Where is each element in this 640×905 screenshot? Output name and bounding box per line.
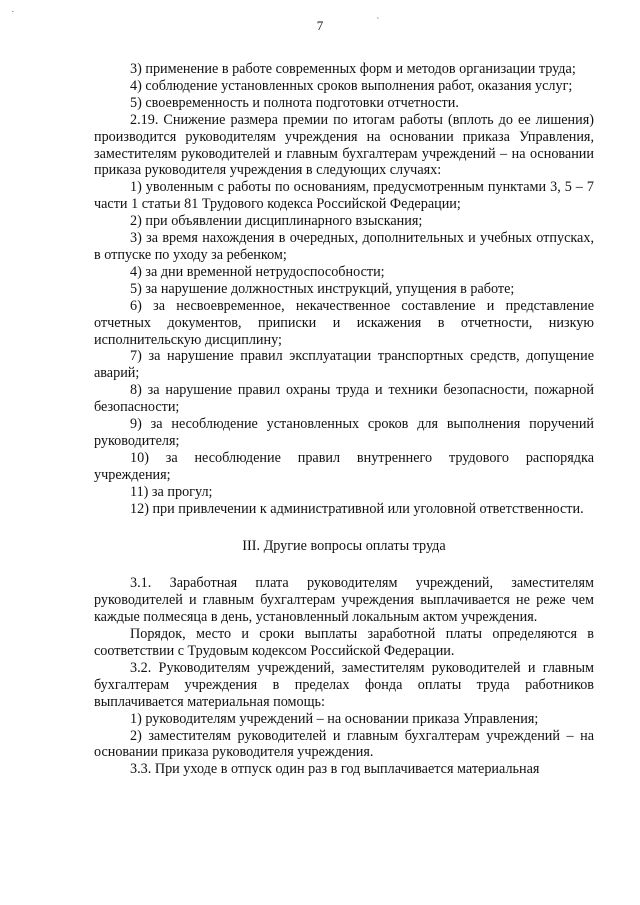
body-paragraph: 12) при привлечении к административной или уголовной ответственности.: [130, 500, 584, 517]
page-number: 7: [316, 18, 324, 33]
scan-speck: ·: [11, 6, 15, 18]
body-paragraphs-top: [94, 61, 594, 517]
body-paragraph: 6) за несвоевременное, некачественное составление и представление отчетных документов, приписки и искажения в отчетности, низкую исполнительскую дисциплину;: [94, 297, 594, 348]
body-paragraph: 2) заместителям руководителей и главным бухгалтерам учреждений – на основании приказа руководителя учреждения.: [94, 727, 594, 761]
body-paragraph: 7) за нарушение правил эксплуатации транспортных средств, допущение аварий;: [94, 348, 594, 382]
body-paragraph: 8) за нарушение правил охраны труда и техники безопасности, пожарной безопасности;: [94, 382, 594, 416]
body-paragraph: 3) за время нахождения в очередных, дополнительных и учебных отпусках, в отпуске по уходу за ребенком;: [94, 230, 594, 263]
document-body: [94, 61, 594, 778]
body-paragraph: 4) за дни временной нетрудоспособности;: [130, 263, 385, 280]
body-paragraph: 9) за несоблюдение установленных сроков для выполнения поручений руководителя;: [94, 416, 594, 449]
body-paragraph: 2.19. Снижение размера премии по итогам работы (вплоть до ее лишения) производится руководителям учреждения на основании приказа Управления, заместителям руководителей и главным бухгалтерам учреждений – на основании приказа руководителя учреждения в следующих случаях:: [94, 111, 594, 179]
body-paragraph: Порядок, место и сроки выплаты заработной платы определяются в соответствии с Трудовым кодексом Российской Федерации.: [94, 626, 594, 659]
scan-speck: ˋ: [376, 16, 380, 28]
body-paragraph: 5) за нарушение должностных инструкций, упущения в работе;: [130, 280, 515, 297]
body-paragraph: 2) при объявлении дисциплинарного взыскания;: [130, 213, 423, 230]
body-paragraph: 3) применение в работе современных форм и методов организации труда;: [130, 61, 576, 77]
body-paragraph: 5) своевременность и полнота подготовки отчетности.: [130, 94, 459, 111]
body-paragraph: 3.1. Заработная плата руководителям учреждений, заместителям руководителей и главным бухгалтерам учреждения выплачивается не реже чем каждые полмесяца в день, установленный локальным актом учреждения.: [94, 575, 594, 626]
section-heading: III. Другие вопросы оплаты труда: [242, 538, 446, 555]
body-paragraph: 1) уволенным с работы по основаниям, предусмотренным пунктами 3, 5 – 7 части 1 статьи 81 Трудового кодекса Российской Федерации;: [94, 179, 594, 213]
body-paragraphs-bottom: [94, 575, 594, 778]
body-paragraph: 11) за прогул;: [130, 483, 213, 500]
body-paragraph: 10) за несоблюдение правил внутреннего трудового распорядка учреждения;: [94, 449, 594, 483]
body-paragraph: 4) соблюдение установленных сроков выполнения работ, оказания услуг;: [130, 77, 573, 94]
body-paragraph: 3.3. При уходе в отпуск один раз в год выплачивается материальная: [130, 761, 540, 778]
body-paragraph: 3.2. Руководителям учреждений, заместителям руководителей и главным бухгалтерам учреждения в пределах фонда оплаты труда работников выплачивается материальная помощь:: [94, 659, 594, 710]
body-paragraph: 1) руководителям учреждений – на основании приказа Управления;: [130, 710, 539, 727]
